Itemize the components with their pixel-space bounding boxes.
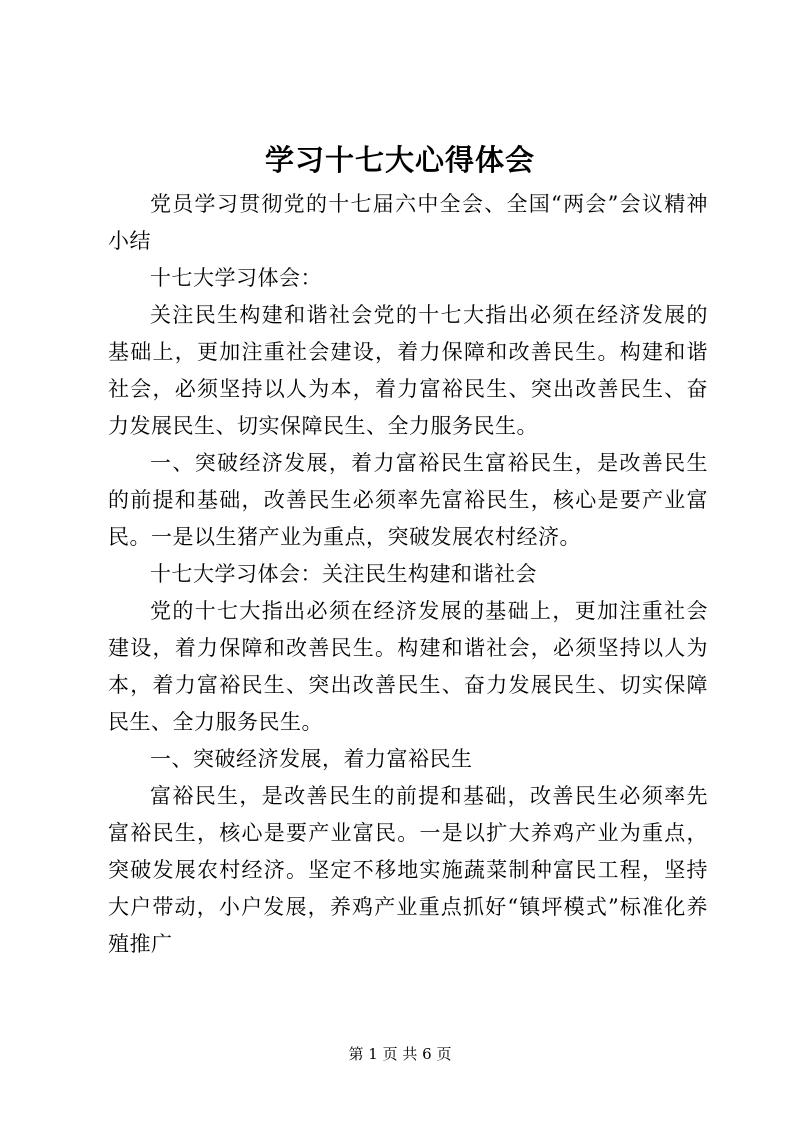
document-body	[108, 186, 708, 963]
paragraph-4: 一、突破经济发展，着力富裕民生富裕民生，是改善民生的前提和基础，改善民生必须率先富裕民生，核心是要产业富民。一是以生猪产业为重点，突破发展农村经济。	[108, 451, 708, 549]
paragraph-1: 党员学习贯彻党的十七届六中全会、全国“两会”会议精神小结	[108, 192, 708, 253]
page-footer: 第 1 页 共 6 页	[348, 1045, 452, 1063]
paragraph-8: 富裕民生，是改善民生的前提和基础，改善民生必须率先富裕民生，核心是要产业富民。一是以扩大养鸡产业为重点，突破发展农村经济。坚定不移地实施蔬菜制种富民工程，坚持大户带动，小户发展，养鸡产业重点抓好“镇坪模式”标准化养殖推广	[108, 784, 708, 956]
paragraph-5: 十七大学习体会：关注民生构建和谐社会	[150, 562, 537, 586]
document-title: 学习十七大心得体会	[264, 143, 535, 177]
paragraph-6: 党的十七大指出必须在经济发展的基础上，更加注重社会建设，着力保障和改善民生。构建和谐社会，必须坚持以人为本，着力富裕民生、突出改善民生、奋力发展民生、切实保障民生、全力服务民生。	[108, 599, 708, 734]
paragraph-2: 十七大学习体会：	[150, 266, 322, 290]
paragraph-3: 关注民生构建和谐社会党的十七大指出必须在经济发展的基础上，更加注重社会建设，着力保障和改善民生。构建和谐社会，必须坚持以人为本，着力富裕民生、突出改善民生、奋力发展民生、切实保障民生、全力服务民生。	[108, 303, 708, 438]
paragraph-7: 一、突破经济发展，着力富裕民生	[150, 747, 473, 771]
